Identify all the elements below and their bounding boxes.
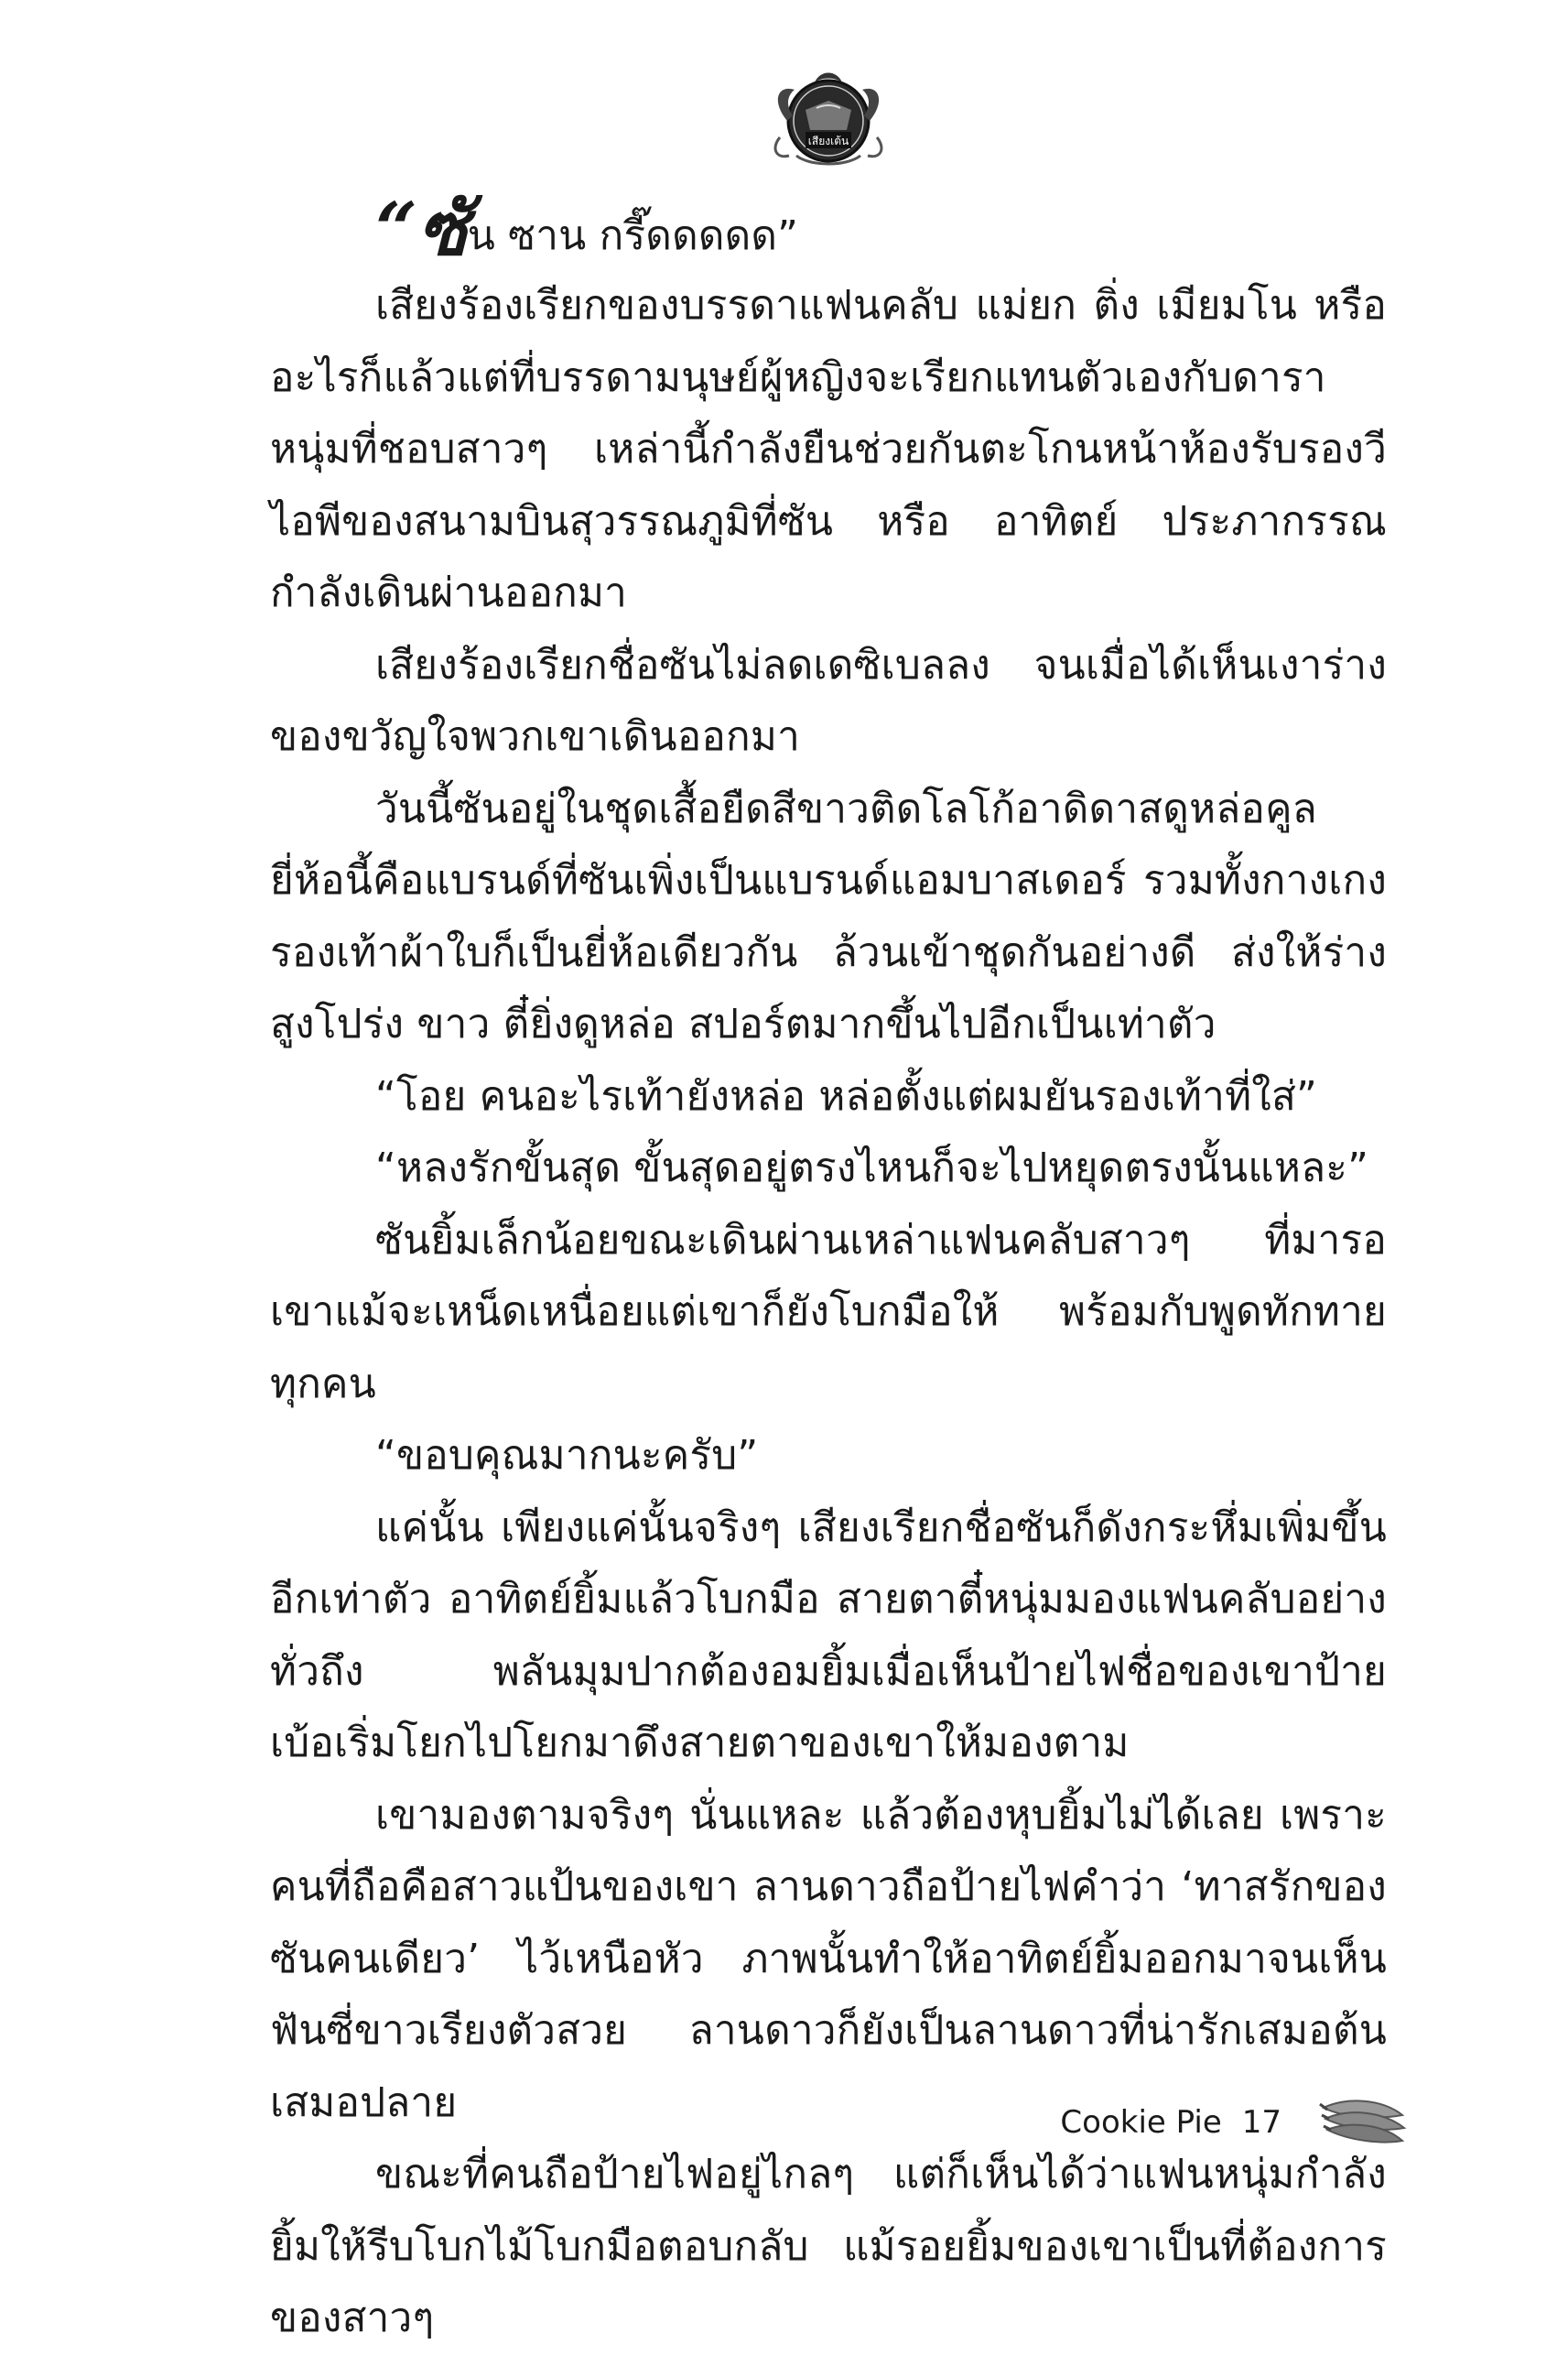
header-logo [760, 64, 897, 174]
page-number: 17 [1241, 2104, 1281, 2141]
opening-line [270, 188, 1387, 270]
paragraph: วันนี้ซันอยู่ในชุดเสื้อยืดสีขาวติดโลโก้อาดิดาสดูหล่อคูล ยี่ห้อนี้คือแบรนด์ที่ซันเพิ่งเป็นแบรนด์แอมบาสเดอร์ รวมทั้งกางเกง รองเท้าผ้าใบก็เป็นยี่ห้อเดียวกัน ล้วนเข้าชุดกันอย่างดี ส่งให้ร่างสูงโปร่ง ขาว ตี๋ยิ่งดูหล่อ สปอร์ตมากขึ้นไปอีกเป็นเท่าตัว [270, 785, 1387, 1047]
dialogue-line: “โอย คนอะไรเท้ายังหล่อ หล่อตั้งแต่ผมยันรองเท้าที่ใส่” [375, 1072, 1318, 1120]
chapter-body [270, 188, 1387, 2355]
book-title: Cookie Pie [1060, 2104, 1222, 2141]
page-footer [1007, 2104, 1281, 2141]
paragraph: เขามองตามจริงๆ นั่นแหละ แล้วต้องหุบยิ้มไม่ได้เลย เพราะคนที่ถือคือสาวแป้นของเขา ลานดาวถือป้ายไฟคำว่า ‘ทาสรักของซันคนเดียว’ ไว้เหนือหัว ภาพนั้นทำให้อาทิตย์ยิ้มออกมาจนเห็นฟันซี่ขาวเรียงตัวสวย ลานดาวก็ยังเป็นลานดาวที่น่ารักเสมอต้นเสมอปลาย [270, 1791, 1387, 2126]
paragraph: ซันยิ้มเล็กน้อยขณะเดินผ่านเหล่าแฟนคลับสาวๆ ที่มารอเขาแม้จะเหน็ดเหนื่อยแต่เขาก็ยังโบกมือให้ พร้อมกับพูดทักทายทุกคน [270, 1216, 1387, 1407]
carrots-icon [1318, 2088, 1410, 2147]
paragraph: เสียงร้องเรียกชื่อซันไม่ลดเดซิเบลลง จนเมื่อได้เห็นเงาร่างของขวัญใจพวกเขาเดินออกมา [270, 641, 1387, 760]
paragraph: ขณะที่คนถือป้ายไฟอยู่ไกลๆ แต่ก็เห็นได้ว่าแฟนหนุ่มกำลังยิ้มให้รีบโบกไม้โบกมือตอบกลับ แม้รอยยิ้มของเขาเป็นที่ต้องการของสาวๆ [270, 2151, 1387, 2341]
dialogue-line: “ขอบคุณมากนะครับ” [375, 1432, 759, 1479]
paragraph: แค่นั้น เพียงแค่นั้นจริงๆ เสียงเรียกชื่อซันก็ดังกระหึ่มเพิ่มขึ้นอีกเท่าตัว อาทิตย์ยิ้มแล้วโบกมือ สายตาตี๋หนุ่มมองแฟนคลับอย่างทั่วถึง พลันมุมปากต้องอมยิ้มเมื่อเห็นป้ายไฟชื่อของเขาป้ายเบ้อเริ่มโยกไปโยกมาดึงสายตาของเขาให้มองตาม [270, 1503, 1387, 1766]
paragraph: เสียงร้องเรียกของบรรดาแฟนคลับ แม่ยก ติ่ง เมียมโน หรืออะไรก็แล้วแต่ที่บรรดามนุษย์ผู้หญิงจะเรียกแทนตัวเองกับดาราหนุ่มที่ชอบสาวๆ เหล่านี้กำลังยืนช่วยกันตะโกนหน้าห้องรับรองวีไอพีของสนามบินสุวรรณภูมิที่ซัน หรือ อาทิตย์ ประภากรรณ กำลังเดินผ่านออกมา [270, 282, 1387, 616]
footer-ornament [1318, 2088, 1410, 2147]
logo-text: เสียงเต้น [807, 135, 849, 147]
dialogue-line: “หลงรักขั้นสุด ขั้นสุดอยู่ตรงไหนก็จะไปหยุดตรงนั้นแหละ” [375, 1145, 1369, 1191]
drop-cap: “ซั [375, 186, 468, 272]
opening-line-text: น ซาน กรี๊ดดดดด” [467, 212, 799, 259]
seal-emblem-icon [760, 64, 897, 174]
